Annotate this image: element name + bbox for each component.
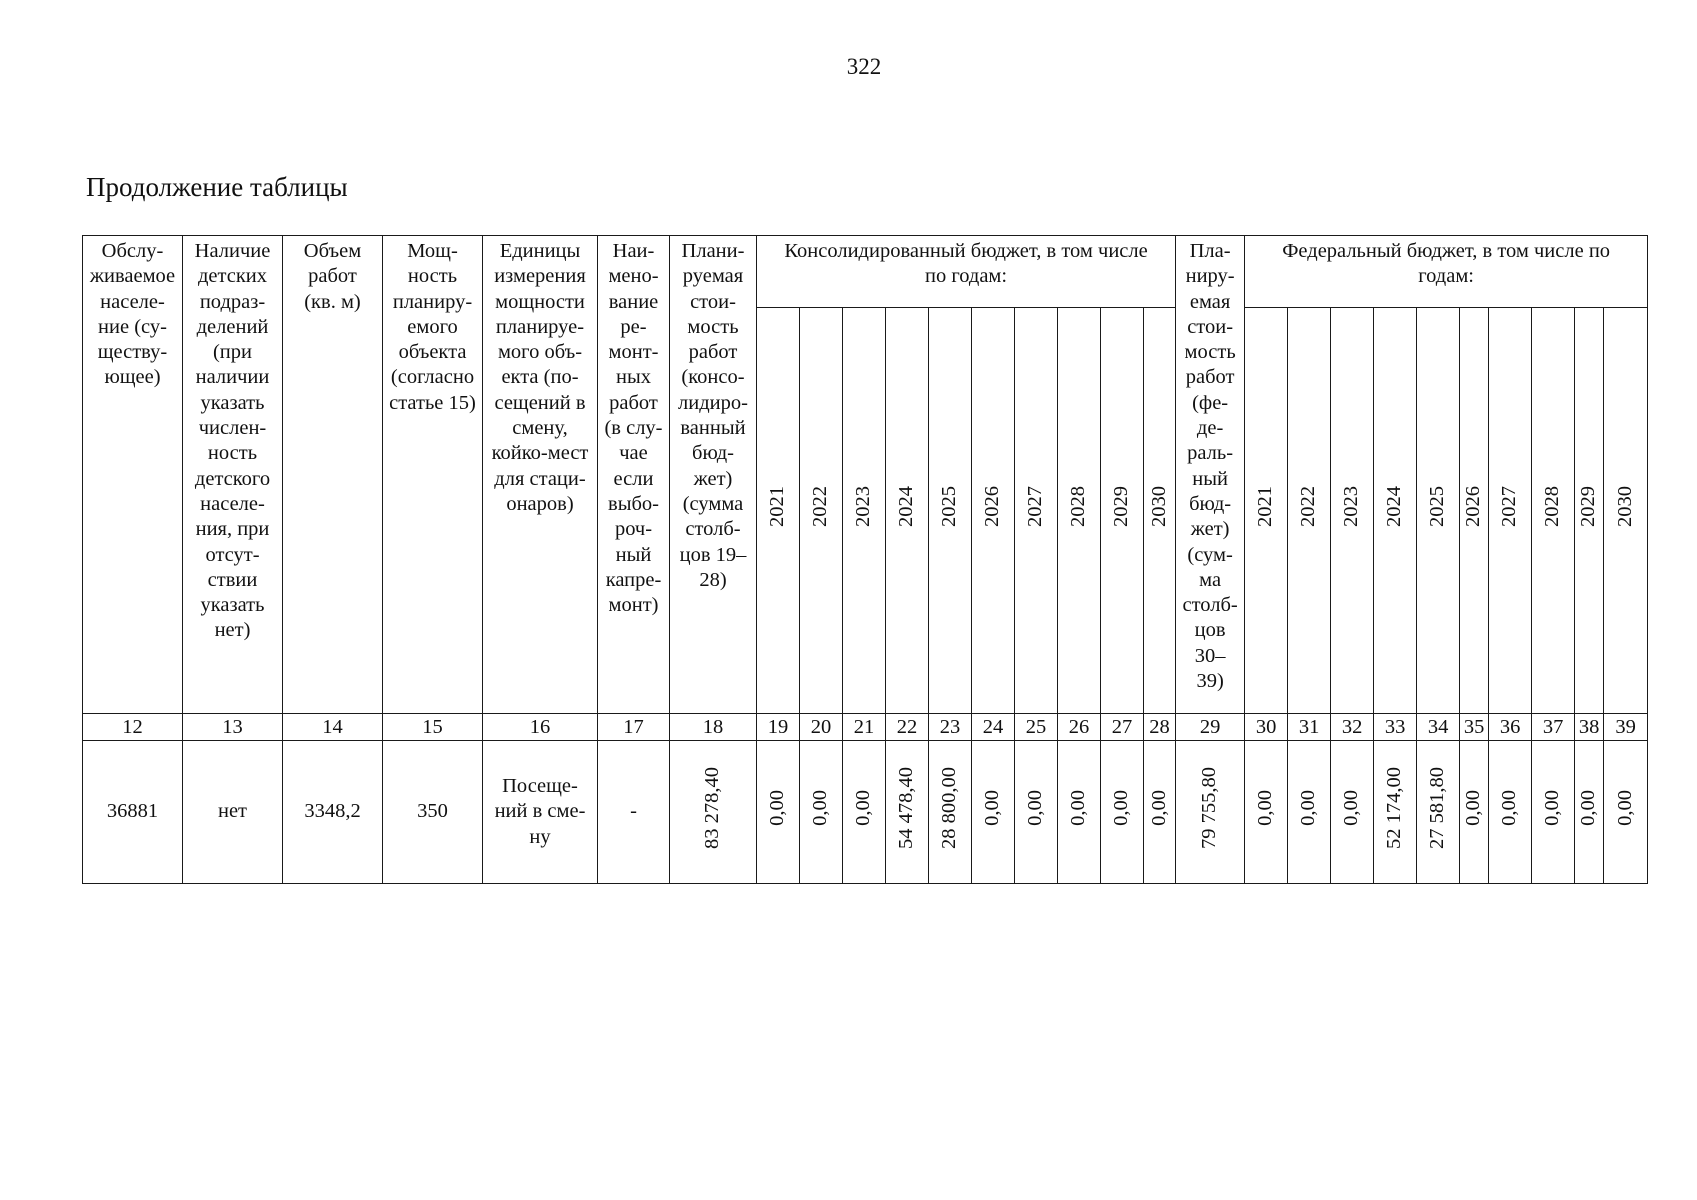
consolidated-year xyxy=(1144,308,1176,714)
header-col-29-text: Пла- ниру- емая стои- мость работ (фе- де- раль- ный бюд- жет) (сум- ма столб- цов 30– 39) xyxy=(1182,240,1238,693)
budget-table xyxy=(82,235,1648,884)
column-number: 12 xyxy=(83,714,183,741)
column-number: 26 xyxy=(1058,714,1101,741)
consolidated-year-label: 2029 xyxy=(1110,486,1133,528)
column-number: 21 xyxy=(843,714,886,741)
consolidated-amount: 28 800,00 xyxy=(938,767,961,850)
cell-federal-year-value xyxy=(1417,741,1460,884)
federal-year xyxy=(1288,308,1331,714)
header-col-13 xyxy=(183,236,283,714)
column-number: 17 xyxy=(598,714,670,741)
cell-federal-year-value xyxy=(1245,741,1288,884)
consolidated-year xyxy=(972,308,1015,714)
federal-amount: 0,00 xyxy=(1498,790,1521,827)
consolidated-year-label: 2028 xyxy=(1067,486,1090,528)
cell-repair-type xyxy=(598,741,670,884)
column-number: 29 xyxy=(1176,714,1245,741)
header-col-29 xyxy=(1176,236,1245,714)
consolidated-amount: 0,00 xyxy=(1110,790,1133,827)
cell-consolidated-year-value xyxy=(1144,741,1176,884)
header-col-12-text: Обслу- живаемое населе- ние (су- ществу- ющее) xyxy=(89,240,176,389)
cell-children-units xyxy=(183,741,283,884)
header-row-group xyxy=(83,236,1648,308)
cell-capacity-unit-value: Посеще- ний в сме- ну xyxy=(494,775,586,848)
column-number: 22 xyxy=(886,714,929,741)
header-col-18-text: Плани- руемая стои- мость работ (консо- лидиро- ванный бюд- жет) (сумма столб- цов 19– 28) xyxy=(678,240,748,591)
cell-consolidated-year-value xyxy=(843,741,886,884)
federal-amount: 0,00 xyxy=(1297,790,1320,827)
federal-amount: 0,00 xyxy=(1340,790,1363,827)
federal-amount: 27 581,80 xyxy=(1426,767,1449,850)
federal-year xyxy=(1532,308,1575,714)
column-number: 16 xyxy=(483,714,598,741)
cell-repair-type-value: - xyxy=(630,800,637,823)
consolidated-year-label: 2023 xyxy=(852,486,875,528)
consolidated-year-label: 2024 xyxy=(895,486,918,528)
consolidated-year xyxy=(929,308,972,714)
cell-capacity-value: 350 xyxy=(417,800,448,823)
header-col-14 xyxy=(283,236,383,714)
header-col-15-text: Мощ- ность планиру- емого объекта (согласно статье 15) xyxy=(389,240,476,414)
column-number: 35 xyxy=(1460,714,1489,741)
consolidated-amount: 0,00 xyxy=(766,790,789,827)
federal-year xyxy=(1460,308,1489,714)
federal-year xyxy=(1374,308,1417,714)
federal-year-label: 2022 xyxy=(1297,486,1320,528)
page-number: 322 xyxy=(846,54,882,79)
consolidated-year xyxy=(1015,308,1058,714)
cell-planned-cost-federal xyxy=(1176,741,1245,884)
header-col-13-text: Наличие детских подраз- делений (при наличии указать числен- ность детского населе- ния, при отсут- ствии указать нет) xyxy=(194,240,271,642)
consolidated-year-label: 2022 xyxy=(809,486,832,528)
header-consolidated-budget xyxy=(757,236,1176,308)
cell-planned-cost-consolidated xyxy=(670,741,757,884)
consolidated-amount: 0,00 xyxy=(809,790,832,827)
table-caption: Продолжение таблицы xyxy=(86,172,348,202)
cell-consolidated-year-value xyxy=(886,741,929,884)
consolidated-amount: 0,00 xyxy=(1147,790,1170,827)
federal-year xyxy=(1245,308,1288,714)
federal-year-label: 2028 xyxy=(1541,486,1564,528)
consolidated-year xyxy=(1058,308,1101,714)
column-number: 36 xyxy=(1489,714,1532,741)
cell-work-volume-value: 3348,2 xyxy=(304,800,361,823)
cell-federal-year-value xyxy=(1374,741,1417,884)
cell-work-volume xyxy=(283,741,383,884)
column-number: 24 xyxy=(972,714,1015,741)
federal-year xyxy=(1489,308,1532,714)
cell-children-units-value: нет xyxy=(217,800,248,823)
consolidated-amount: 0,00 xyxy=(1024,790,1047,827)
cell-capacity-unit xyxy=(483,741,598,884)
consolidated-year-label: 2027 xyxy=(1024,486,1047,528)
federal-year-label: 2026 xyxy=(1462,486,1485,528)
cell-federal-year-value xyxy=(1604,741,1648,884)
column-number: 32 xyxy=(1331,714,1374,741)
federal-amount: 0,00 xyxy=(1254,790,1277,827)
column-number: 19 xyxy=(757,714,800,741)
column-number: 38 xyxy=(1575,714,1604,741)
cell-planned-cost-consolidated-value: 83 278,40 xyxy=(701,767,724,850)
federal-year xyxy=(1331,308,1374,714)
header-consolidated-budget-text: Консолидированный бюджет, в том числе по годам: xyxy=(784,240,1148,288)
column-number: 18 xyxy=(670,714,757,741)
cell-consolidated-year-value xyxy=(757,741,800,884)
column-number: 14 xyxy=(283,714,383,741)
column-number: 31 xyxy=(1288,714,1331,741)
federal-year-label: 2027 xyxy=(1498,486,1521,528)
header-federal-budget xyxy=(1245,236,1648,308)
consolidated-amount: 54 478,40 xyxy=(895,767,918,850)
column-number: 34 xyxy=(1417,714,1460,741)
header-col-18 xyxy=(670,236,757,714)
consolidated-year xyxy=(843,308,886,714)
header-col-17 xyxy=(598,236,670,714)
federal-year-label: 2025 xyxy=(1426,486,1449,528)
column-number: 37 xyxy=(1532,714,1575,741)
federal-year xyxy=(1575,308,1604,714)
cell-consolidated-year-value xyxy=(1015,741,1058,884)
federal-year-label: 2021 xyxy=(1254,486,1277,528)
cell-federal-year-value xyxy=(1489,741,1532,884)
column-number: 27 xyxy=(1101,714,1144,741)
cell-served-population-value: 36881 xyxy=(106,800,159,823)
cell-consolidated-year-value xyxy=(929,741,972,884)
cell-served-population xyxy=(83,741,183,884)
header-col-16-text: Единицы измерения мощности планируе- мого объ- екта (по- сещений в смену, койко-мест для стаци- онаров) xyxy=(491,240,589,515)
federal-amount: 0,00 xyxy=(1577,790,1600,827)
federal-year xyxy=(1604,308,1648,714)
consolidated-year-label: 2021 xyxy=(766,486,789,528)
cell-federal-year-value xyxy=(1575,741,1604,884)
cell-consolidated-year-value xyxy=(1101,741,1144,884)
column-number: 20 xyxy=(800,714,843,741)
federal-amount: 0,00 xyxy=(1462,790,1485,827)
header-col-16 xyxy=(483,236,598,714)
federal-year-label: 2023 xyxy=(1340,486,1363,528)
consolidated-year-label: 2025 xyxy=(938,486,961,528)
column-number-row xyxy=(83,714,1648,741)
consolidated-amount: 0,00 xyxy=(981,790,1004,827)
cell-consolidated-year-value xyxy=(800,741,843,884)
header-federal-budget-text: Федеральный бюджет, в том числе по годам: xyxy=(1282,240,1611,288)
consolidated-year xyxy=(757,308,800,714)
federal-year-label: 2029 xyxy=(1577,486,1600,528)
header-col-14-text: Объем работ (кв. м) xyxy=(303,240,362,313)
column-number: 25 xyxy=(1015,714,1058,741)
cell-federal-year-value xyxy=(1331,741,1374,884)
consolidated-year xyxy=(800,308,843,714)
federal-amount: 0,00 xyxy=(1541,790,1564,827)
consolidated-year xyxy=(886,308,929,714)
column-number: 33 xyxy=(1374,714,1417,741)
consolidated-amount: 0,00 xyxy=(852,790,875,827)
cell-capacity xyxy=(383,741,483,884)
column-number: 39 xyxy=(1604,714,1648,741)
column-number: 15 xyxy=(383,714,483,741)
cell-consolidated-year-value xyxy=(1058,741,1101,884)
federal-year-label: 2030 xyxy=(1613,486,1636,528)
header-col-15 xyxy=(383,236,483,714)
column-number: 28 xyxy=(1144,714,1176,741)
federal-year-label: 2024 xyxy=(1383,486,1406,528)
consolidated-year-label: 2030 xyxy=(1147,486,1170,528)
cell-consolidated-year-value xyxy=(972,741,1015,884)
column-number: 23 xyxy=(929,714,972,741)
column-number: 30 xyxy=(1245,714,1288,741)
cell-federal-year-value xyxy=(1460,741,1489,884)
federal-amount: 0,00 xyxy=(1613,790,1636,827)
header-col-12 xyxy=(83,236,183,714)
federal-amount: 52 174,00 xyxy=(1383,767,1406,850)
table-row xyxy=(83,741,1648,884)
consolidated-year xyxy=(1101,308,1144,714)
header-col-17-text: Наи- мено- вание ре- монт- ных работ (в слу- чае если выбо- роч- ный капре- монт) xyxy=(604,240,663,617)
cell-federal-year-value xyxy=(1532,741,1575,884)
consolidated-amount: 0,00 xyxy=(1067,790,1090,827)
column-number: 13 xyxy=(183,714,283,741)
federal-year xyxy=(1417,308,1460,714)
cell-federal-year-value xyxy=(1288,741,1331,884)
consolidated-year-label: 2026 xyxy=(981,486,1004,528)
cell-planned-cost-federal-value: 79 755,80 xyxy=(1198,767,1221,850)
